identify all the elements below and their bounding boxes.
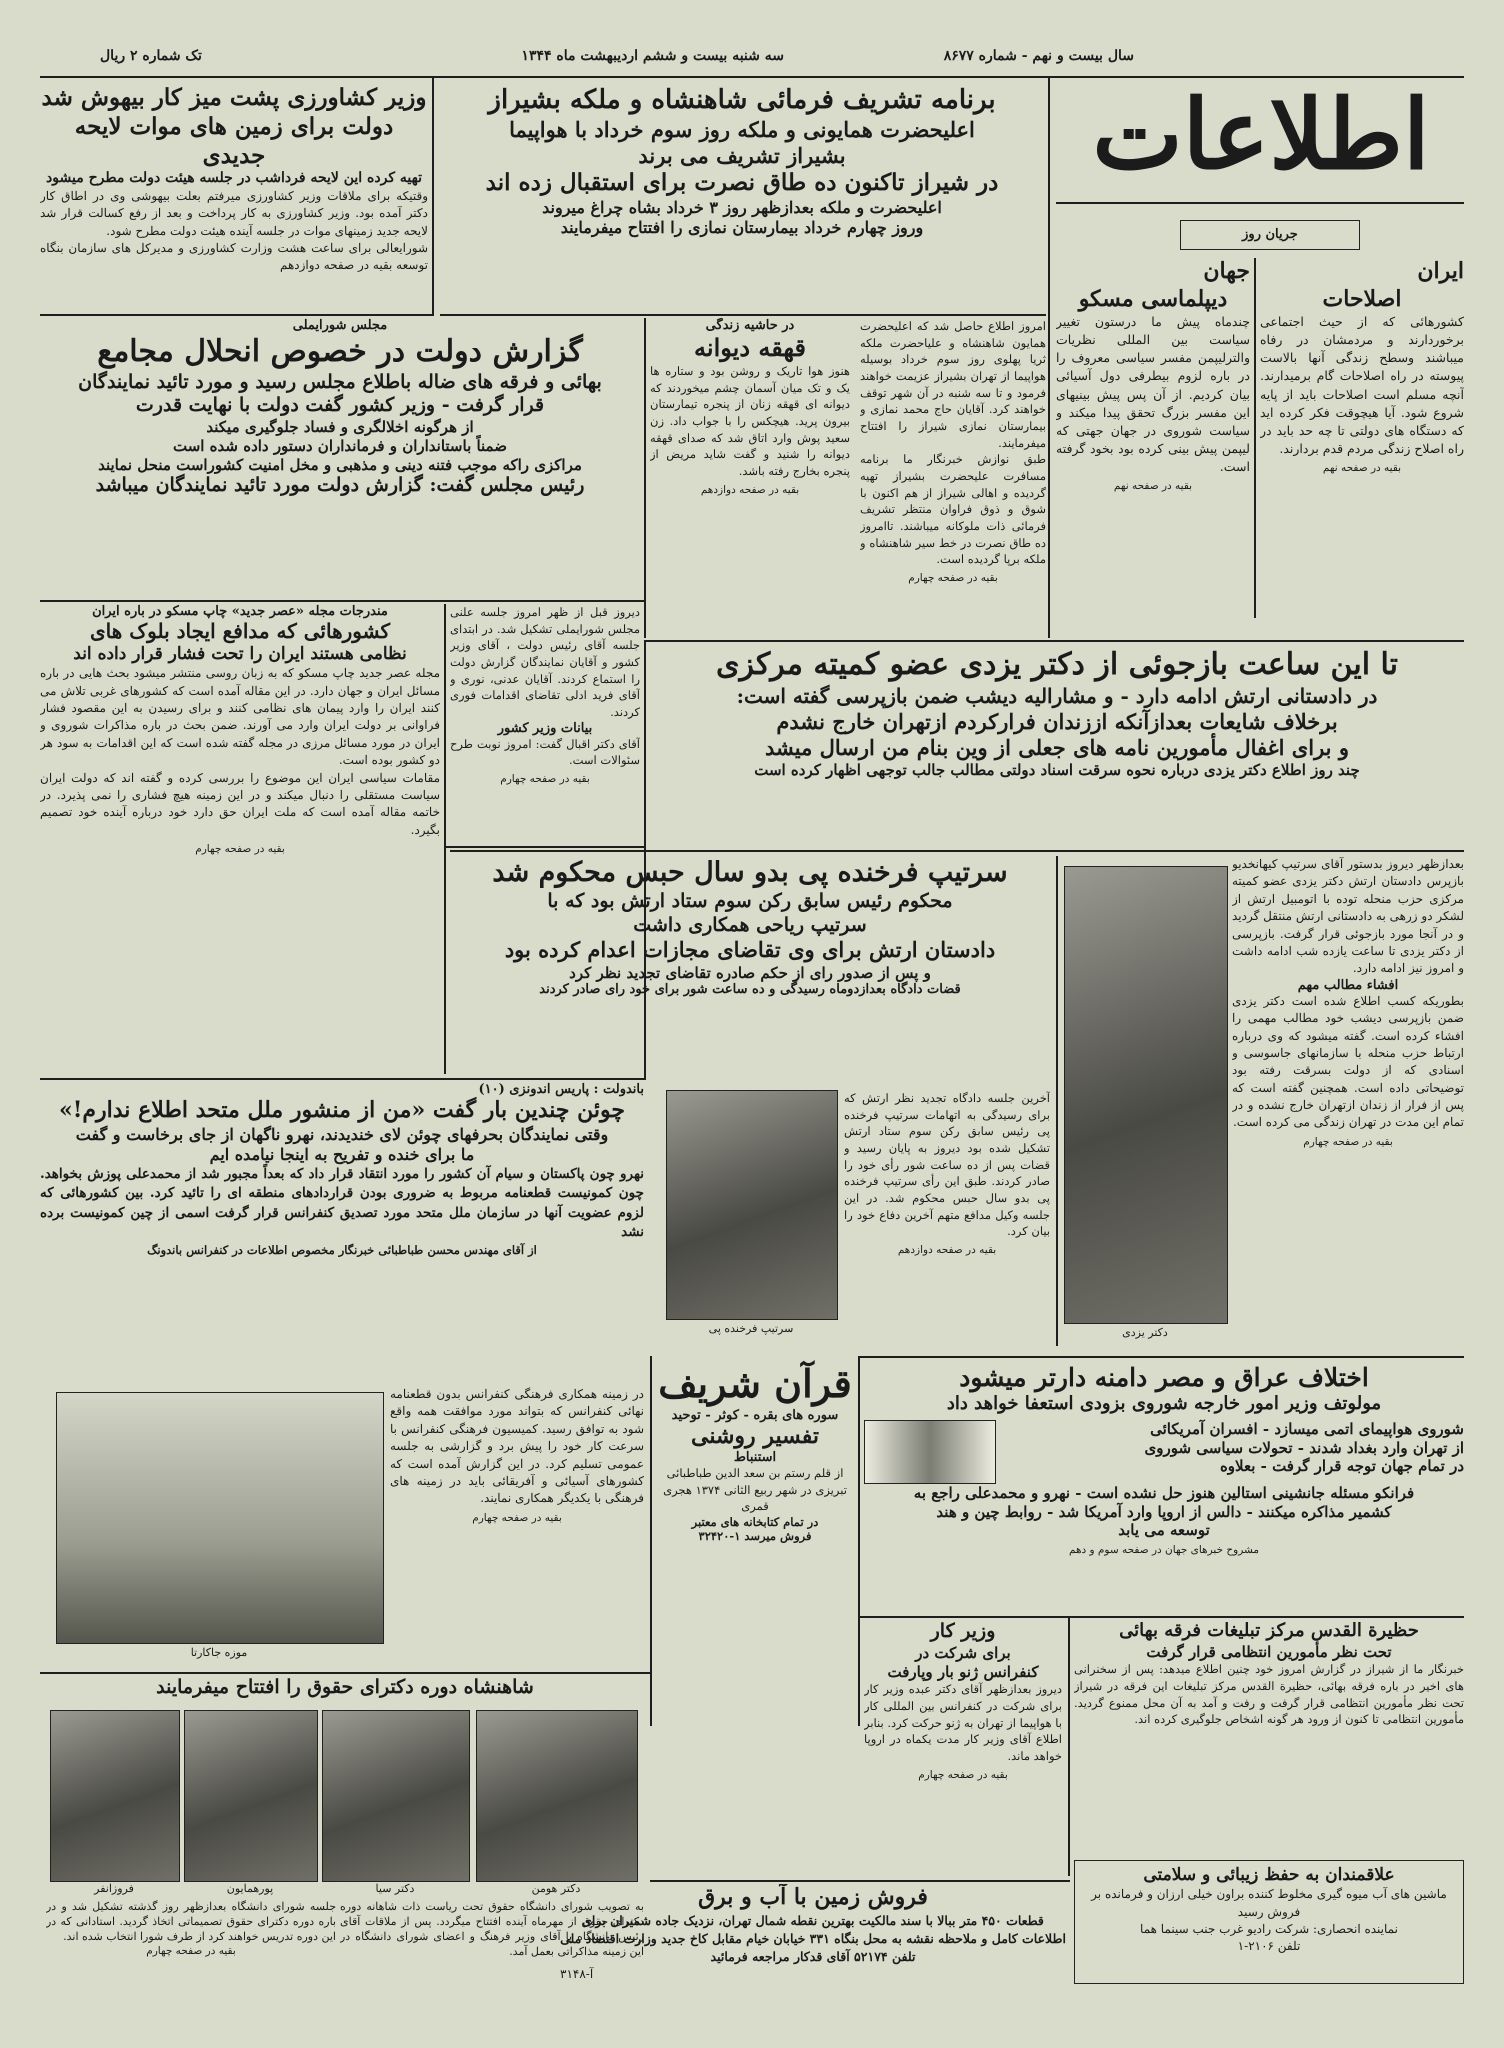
iraq-egypt-article	[864, 1362, 1464, 1612]
portrait-photo-3	[184, 1710, 318, 1882]
col-divider	[1068, 1616, 1070, 1876]
gov-report-line3: قرار گرفت - وزیر کشور گفت دولت با نهایت قدرت	[135, 394, 545, 417]
quran-body: از قلم رستم بن سعد الدین طباطبائی تبریزی در شهر ربیع الثانی ۱۳۷۴ هجری قمری	[663, 1466, 847, 1514]
col-divider	[650, 1356, 652, 1726]
agriculture-line3: تهیه کرده این لایحه فرداشب در جلسه هیئت دولت مطرح میشود	[46, 170, 422, 187]
majlis-session-article	[450, 604, 640, 844]
portrait-photo-2	[322, 1710, 470, 1882]
rule	[450, 850, 1464, 852]
labor-headline: وزیر کار	[930, 1620, 996, 1642]
iran-body: کشورهائی که از حیث اجتماعی برخوردارند و مردمشان در رفاه میباشند وسطح زندگی آنها بالاست پیوسته در راه اصلاحات گام برمیدارند. آنچه مسلم است اصلاحات باید از پایه شروع شود. آیا هیچوقت فکر کرده اید که دستگاه های دولتی تا چه حد باید در راه اصلاح زندگی مردم قدم بردارند.	[1260, 314, 1464, 456]
law-headline: شاهنشاه دوره دکترای حقوق را افتتاح میفرمایند	[156, 1676, 534, 1698]
yazdi-line2: در دادستانی ارتش ادامه دارد - و مشارالیه دیشب ضمن بازپرسی گفته است:	[736, 683, 1378, 708]
asr-jadid-headline: کشورهائی که مدافع ایجاد بلوک های	[89, 619, 390, 643]
agriculture-body2: شورایعالی برای ساعت هشت وزارت کشاورزی و مدیرکل های سازمان بنگاه توسعه بقیه در صفحه دوازدهم	[40, 240, 428, 273]
labor-minister-article	[864, 1620, 1062, 1900]
portrait-caption-2: دکتر سیا	[375, 1882, 415, 1895]
majlis-session-more: بقیه در صفحه چهارم	[500, 773, 590, 786]
iran-headline: اصلاحات	[1322, 285, 1402, 312]
section-margin: در حاشیه زندگی	[705, 318, 795, 333]
chou-byline: از آقای مهندس محسن طباطبائی خبرنگار مخصوص اطلاعات در کنفرانس باندونگ	[147, 1242, 537, 1257]
masthead-logo: اطلاعات	[1092, 78, 1430, 191]
land-sale-body: قطعات ۴۵۰ متر ببالا با سند مالکیت بهترین نقطه شمال تهران، نزدیک جاده شمیران برای اطلاعات کامل و ملاحظه نقشه به محل بنگاه ۳۳۱ خیابان خیام مقابل کاخ جدید وزارت اقتصاد ملی تلفن ۵۲۱۷۴ آقای قدکار مراجعه فرمائید	[560, 1912, 1066, 1964]
col-divider	[1254, 258, 1256, 618]
law-body: به تصویب شورای دانشگاه حقوق تحت ریاست ذات شاهانه دوره دکترای حقوق از مهرماه آینده افتتاح میگردد. پس از ملاقات آقای رئیس دانشگاه با آقای وزیر فرهنگ و اعضای شورای دانشگاه در این زمینه مذاکراتی بعمل آمد.	[340, 1900, 644, 1958]
col-divider	[644, 318, 646, 638]
museum-photo-caption: موزه جاکارتا	[190, 1646, 248, 1659]
farkhandeh-line2: محکوم رئیس سابق رکن سوم ستاد ارتش بود که با	[547, 889, 953, 912]
asr-jadid-kicker: مندرجات مجله «عصر جدید» چاپ مسکو در باره ایران	[92, 604, 388, 619]
world-map-image	[864, 1420, 996, 1484]
asr-jadid-article	[40, 604, 440, 1074]
museum-photo	[56, 1392, 384, 1644]
iraq-egypt-line2: مولوتف وزیر امور خارجه شوروی بزودی استعفا خواهد داد	[946, 1393, 1382, 1415]
section-current-events: جریان روز	[1180, 220, 1360, 250]
yazdi-headline: تا این ساعت بازجوئی از دکتر یزدی عضو کمیته مرکزی	[715, 647, 1398, 682]
issue-date: سه شنبه بیست و ششم اردیبهشت ماه ۱۳۴۴	[521, 48, 784, 64]
iraq-egypt-line7: کشمیر مذاکره میکنند - دالس از اروپا وارد آمریکا شد - روابط چین و هند	[936, 1502, 1392, 1521]
royal-trip-line2: اعلیحضرت همایونی و ملکه روز سوم خرداد با هواپیما	[509, 116, 975, 142]
gov-report-line7: رئیس مجلس گفت: گزارش دولت مورد تائید نمایندگان میباشد	[95, 474, 585, 497]
royal-trip-line3: بشیراز تشریف می برند	[638, 142, 846, 168]
crazy-laugh-more: بقیه در صفحه دوازدهم	[700, 483, 800, 496]
yazdi-body-column	[1232, 856, 1464, 1346]
section-world: جهان	[1203, 258, 1250, 284]
rule	[650, 1880, 1070, 1882]
col-divider	[858, 1356, 860, 1726]
land-sale-ad	[560, 1884, 1066, 1994]
royal-trip-more: بقیه در صفحه چهارم	[908, 572, 998, 585]
world-more: بقیه در صفحه نهم	[1113, 480, 1193, 493]
section-correspondent: باندولت : پاریس اندونزی (۱۰)	[478, 1082, 644, 1097]
agriculture-body: وقتیکه برای ملاقات وزیر کشاورزی میرفتم بعلت بیهوشی وی در اطاق کار دکتر آمده بود. وزیر کشاورزی به کار پرداخت و بعد از رفع کسالت قرار شد لایحه جدید زمینهای موات در جلسه آینده هیئت دولت مطرح شود.	[40, 188, 428, 238]
section-majlis: مجلس شورایملی	[292, 318, 388, 333]
royal-trip-line4: در شیراز تاکنون ده طاق نصرت برای استقبال زده اند	[485, 169, 999, 196]
chou-more: بقیه در صفحه چهارم	[472, 1511, 562, 1524]
yazdi-subhead: افشاء مطالب مهم	[1297, 977, 1399, 993]
majlis-session-body2: آقای دکتر اقبال گفت: امروز نوبت طرح سئوالات است.	[450, 736, 640, 768]
royal-trip-line6: وروز چهارم خرداد بیمارستان نمازی را افتتاح میفرمایند	[560, 217, 924, 237]
beauty-headline: علاقمندان به حفظ زیبائی و سلامتی	[1143, 1865, 1395, 1885]
gov-report-line4: از هرگونه اخلالگری و فساد جلوگیری میکند	[206, 418, 474, 436]
farkhandeh-line6: قضات دادگاه بعدازدوماه رسیدگی و ده ساعت شور برای خود رای صادر کردند	[539, 982, 961, 998]
beauty-phone: تلفن ۲۱۰۶-۱	[1237, 1939, 1301, 1954]
rule	[40, 314, 434, 316]
beauty-body: ماشین های آب میوه گیری مخلوط کننده براون خیلی ارزان و فرمانده بر فروش رسید	[1091, 1887, 1447, 1919]
gov-report-headline: گزارش دولت در خصوص انحلال مجامع	[97, 334, 583, 369]
rule	[644, 640, 1464, 642]
rule	[40, 600, 644, 602]
iraq-egypt-line6: فرانکو مسئله جانشینی استالین هنوز حل نشده است - نهرو و محمدعلی راجع به	[913, 1483, 1415, 1502]
beauty-ad	[1074, 1860, 1464, 1984]
law-body2: جلسه شورای دانشگاه بعدازظهر روز گذشته تشکیل شد و در باره دوره دکترای حقوق تصمیماتی اتخاذ گردید. استادانی که در این دوره تدریس خواهند کرد از طرف شورا انتخاب شده اند.	[46, 1900, 336, 1943]
farkhandeh-line4: دادستان ارتش برای وی تقاضای مجازات اعدام کرده بود	[504, 937, 996, 963]
royal-trip-body-column	[860, 318, 1046, 638]
asr-jadid-more: بقیه در صفحه چهارم	[195, 843, 285, 856]
yazdi-photo	[1064, 866, 1228, 1324]
land-sale-headline: فروش زمین با آب و برق	[698, 1884, 928, 1910]
gov-report-line5: ضمناً باستانداران و فرمانداران دستور داده شده است	[173, 436, 507, 455]
asr-jadid-line2: نظامی هستند ایران را تحت فشار قرار داده اند	[73, 644, 407, 664]
crazy-laugh-headline: قهقه دیوانه	[694, 333, 806, 362]
royal-trip-body: امروز اطلاع حاصل شد که اعلیحضرت همایون شاهنشاه و علیاحضرت ملکه ثریا پهلوی روز سوم خرداد بوسیله هواپیما از تهران بشیراز عزیمت خواهند فرمود و تا سه شنبه در آن شهر توقف خواهند کرد. آقایان حاج محمد نمازی و بیمارستان نمازی شیراز را افتتاح میفرمایند.	[860, 319, 1046, 450]
farkhandeh-article	[450, 856, 1050, 1086]
majlis-session-subhead: بیانات وزیر کشور	[497, 720, 593, 736]
yazdi-photo-caption: دکتر یزدی	[1122, 1326, 1168, 1339]
gov-report-line6: مراکزی راکه موجب فتنه دینی و مذهبی و مخل امنیت کشوراست منحل نمایند	[98, 455, 582, 474]
issue-info: سال بیست و نهم - شماره ۸۶۷۷	[943, 48, 1134, 64]
rule	[444, 846, 644, 848]
bahai-center-article	[1074, 1620, 1464, 1850]
royal-trip-headline: برنامه تشریف فرمائی شاهنشاه و ملکه بشیراز	[488, 85, 996, 115]
labor-body: دیروز بعدازظهر آقای دکتر عبده وزیر کار برای شرکت در کنفرانس بین المللی کار با هواپیما از تهران به ژنو حرکت کرد. بنابر اطلاع آقای وزیر کار مدت یکماه در اروپا خواهد ماند.	[864, 1682, 1062, 1763]
labor-line3: کنفرانس ژنو بار وپارفت	[887, 1662, 1039, 1681]
law-more: بقیه در صفحه چهارم	[146, 1944, 236, 1957]
farkhandeh-body: آخرین جلسه دادگاه تجدید نظر ارتش که برای رسیدگی به اتهامات سرتیپ فرخنده پی رئیس سابق رکن سوم ستاد ارتش تشکیل شده بود دیروز به پایان رسید و قضات پس از ده ساعت شور رأی خود را صادر کردند. طبق این رأی سرتیپ فرخنده پی بدو سال حبس محکوم شد. در این جلسه وکیل مدافع متهم آخرین دفاع خود را بیان کرد.	[844, 1091, 1050, 1239]
col-divider	[432, 78, 434, 314]
farkhandeh-photo-caption: سرتیپ فرخنده پی	[708, 1322, 794, 1335]
chou-line4: نهرو چون پاکستان و سیام آن کشور را مورد انتقاد قرار داد که بعداً مجبور شد از محمدعلی پوزش بخواهد. چون کمونیست قطعنامه مربوط به ضروری بودن قراردادهای منطقه ای را تائید کرد. بین کشورهائی که لزوم عضویت آنها در سازمان ملل متحد مورد تصدیق کنفرانس قرار گرفت اسمی از چین کمونیست برده نشد	[40, 1165, 644, 1241]
law-body-column-2	[46, 1900, 336, 1996]
yazdi-line4: و برای اغفال مأمورین نامه های جعلی از وین بنام من ارسال میشد	[765, 734, 1349, 760]
royal-trip-article	[440, 84, 1044, 310]
col-divider	[1048, 78, 1050, 638]
rule	[858, 1356, 1464, 1358]
quran-author: استنباط	[733, 1450, 777, 1465]
yazdi-more: بقیه در صفحه چهارم	[1303, 1135, 1393, 1148]
bahai-line2: تحت نظر مأمورین انتظامی قرار گرفت	[1146, 1642, 1392, 1661]
asr-jadid-body2: مقامات سیاسی ایران این موضوع را بررسی کرده و گفته اند که دولت ایران سیاست مستقلی را دنبال میکند و در این زمینه هیچ فشاری را نمی پذیرد. در خاتمه مقاله آمده است که ملت ایران حق دارد خود درباره آینده خود تصمیم بگیرد.	[40, 770, 440, 837]
top-info-strip	[40, 48, 1464, 72]
labor-line2: برای شرکت در	[915, 1643, 1011, 1662]
land-sale-ref: آ-۳۱۴۸	[560, 1966, 594, 1981]
rule	[40, 1078, 646, 1080]
royal-trip-body2: طبق نوازش خبرنگار ما برنامه مسافرت علیحضرت بشیراز تهیه گردیده و اهالی شیراز از هم اکنون با شوق و ذوق فراوان منتظر تشریف فرمائی ذات ملوکانه میباشند. تاامروز ده طاق نصرت در خط سیر شاهنشاه و ملکه برپا گردیده است.	[860, 452, 1046, 567]
royal-trip-line5: اعلیحضرت و ملکه بعدازظهر روز ۳ خرداد بشاه چراغ میروند	[542, 197, 942, 217]
iran-column	[1260, 258, 1464, 618]
quran-subtitle2: تفسیر روشنی	[691, 1422, 819, 1449]
beauty-agent: نماینده انحصاری: شرکت رادیو غرب جنب سینما هما	[1140, 1922, 1398, 1937]
agriculture-line2: دولت برای زمین های موات لایحه جدیدی	[74, 112, 394, 169]
crazy-laugh-body: هنوز هوا تاریک و روشن بود و ستاره ها یک و تک میان آسمان چشم میخوردند که دیوانه ای قهقه زنان از پنجره تیمارستان بیرون پرید. هیچکس را با جواب داد. زن سعید پوش وارد اتاق شد که صدای قهقه دیوانه را شنید و گفت شاید مریض از پنجره بخارج رفته باشد.	[650, 364, 850, 479]
col-divider	[444, 604, 446, 1074]
rule	[40, 1672, 650, 1674]
labor-more: بقیه در صفحه چهارم	[918, 1768, 1008, 1781]
col-divider	[1056, 856, 1058, 1346]
margin-column	[650, 318, 1046, 638]
portrait-photo-1	[476, 1710, 638, 1882]
world-column	[1056, 258, 1250, 618]
chou-body-column	[390, 1386, 644, 1666]
portrait-caption-1: دکتر هومن	[531, 1882, 581, 1895]
farkhandeh-body-column	[844, 1090, 1050, 1346]
iraq-egypt-more: مشروح خبرهای جهان در صفحه سوم و دهم	[1068, 1544, 1260, 1556]
portrait-caption-3: پورهمایون	[226, 1882, 274, 1895]
masthead-rule	[1056, 202, 1464, 204]
quran-subtitle: سوره های بقره - کوثر - توحید	[671, 1407, 839, 1423]
world-body: چندماه پیش ما درستون تغییر سیاست بین المللی نظریات والترلیپمن مفسر سیاسی معروف را در باره لزوم بیطرفی دول آسیائی بیان کردیم. از آن پس پیش بینیهای این مفسر بزرگ تحقق پیدا میکند و سیاست شوروی در جهان جهتی که لیپمن پیش بینی کرده بود بخود گرفته است.	[1056, 314, 1250, 474]
yazdi-headline-block	[650, 646, 1464, 846]
farkhandeh-line3: سرتیپ ریاحی همکاری داشت	[633, 913, 867, 936]
iraq-egypt-line5: در تمام جهان توجه قرار گرفت - بعلاوه	[1219, 1457, 1464, 1476]
majlis-session-body: دیروز قبل از ظهر امروز جلسه علنی مجلس شورایملی تشکیل شد. در ابتدای جلسه آقای رئیس دولت ، آقای وزیر کشور و آقایان نمایندگان گزارش دولت را استماع کردند. آقایان عدنی، نوری و آقای فرید ادلی تقاضای اقدامات فوری کردند.	[450, 605, 640, 720]
farkhandeh-headline: سرتیپ فرخنده پی بدو سال حبس محکوم شد	[492, 857, 1008, 888]
yazdi-line5: چند روز اطلاع دکتر یزدی درباره نحوه سرقت اسناد دولتی مطالب جالب توجهی اظهار کرده است	[754, 761, 1360, 779]
iraq-egypt-line3: شوروی هواپیمای اتمی میسازد - افسران آمریکائی	[1150, 1419, 1464, 1438]
farkhandeh-more: بقیه در صفحه دوازدهم	[897, 1244, 997, 1257]
agriculture-headline: وزیر کشاورزی پشت میز کار بیهوش شد	[41, 84, 427, 111]
issue-price: تک شماره ۲ ریال	[100, 48, 202, 64]
bahai-headline: حظیرة القدس مرکز تبلیغات فرقه بهائی	[1119, 1620, 1419, 1641]
iraq-egypt-line4: از تهران وارد بغداد شدند - تحولات سیاسی شوروی	[1144, 1438, 1464, 1457]
quran-title: قرآن شریف	[658, 1361, 852, 1406]
portrait-photo-4	[50, 1710, 180, 1882]
agriculture-article	[40, 84, 428, 310]
chou-enlai-article	[40, 1082, 644, 1382]
government-report-article	[40, 318, 640, 600]
yazdi-body: بعدازظهر دیروز بدستور آقای سرتیپ کیهانخدیو بازپرس دادستان ارتش دکتر یزدی عضو کمیته مرکزی حزب منحله توده با اتومبیل ارتش از لشکر دو زرهی به دادستانی ارتش منتقل گردید و در آنجا مورد بازجوئی قرار گرفت. بازپرسی از دکتر یزدی تا ساعت یازده شب ادامه داشت و امروز نیز ادامه دارد.	[1232, 857, 1464, 976]
portrait-caption-4: فروزانفر	[94, 1882, 134, 1895]
gov-report-line2: بهائی و فرقه های ضاله باطلاع مجلس رسید و مورد تائید نمایندگان	[78, 370, 602, 393]
farkhandeh-line5: و پس از صدور رای از حکم صادره تقاضای تجدید نظر کرد	[569, 963, 931, 982]
iraq-egypt-line8: توسعه می یابد	[1118, 1521, 1210, 1540]
farkhandeh-photo	[666, 1090, 838, 1320]
quran-phone: فروش میرسد ۱-۳۲۴۲۰	[698, 1529, 812, 1544]
yazdi-line3: برخلاف شایعات بعدازآنکه اززندان فرارکردم ازتهران خارج نشدم	[776, 708, 1338, 734]
yazdi-body2: بطوریکه کسب اطلاع شده است دکتر یزدی ضمن بازپرسی دیشب خود مطالب مهمی را افشاء کرده است. گفته میشود که وی درباره ارتباط حزب منحله با سازمانهای جاسوسی و اسنادی که از دولت بسرقت رفته بود توضیحاتی داده است. همچنین گفته است که پس از فرار از زندان ازتهران خارج نشده و در تمام این مدت در تهران زندگی می کرده است.	[1232, 993, 1464, 1130]
chou-line2: وقتی نمایندگان بحرفهای چوئن لای خندیدند، نهرو ناگهان از جای برخاست و گفت	[75, 1124, 609, 1144]
crazy-laugh-article	[650, 318, 850, 638]
rule	[858, 1616, 1464, 1618]
asr-jadid-body: مجله عصر جدید چاپ مسکو که به زبان روسی منتشر میشود بحث هایی در باره مسائل ایران و جهان دارد. در این مقاله آمده است که کشورهای غربی تلاش می کنند ایران را وارد پیمان های نظامی کنند و برای رسیدن به این مقصود فشار فراوانی بر دولت ایران وارد می آورند. ضمن بحث در باره مذاکرات شوروی و ایران در مورد مسائل مرزی در مجله گفته شده است که این اقدامات به سود هر دو کشور بوده است.	[40, 666, 440, 768]
quran-ad	[656, 1360, 854, 1720]
iran-more: بقیه در صفحه نهم	[1322, 462, 1402, 474]
quran-sale: در تمام کتابخانه های معتبر	[691, 1515, 819, 1530]
iraq-egypt-headline: اختلاف عراق و مصر دامنه دارتر میشود	[959, 1363, 1369, 1392]
chou-body: در زمینه همکاری فرهنگی کنفرانس بدون قطعنامه نهائی کنفرانس که بتواند مورد موافقت همه واقع شود به توافق رسید. کمیسیون فرهنگی کنفرانس با سرعت کار خود را پیش برد و گزارشی به جلسه عمومی تسلیم کرد. در این گزارش آمده است که کشورهای آسیائی و آفریقائی باید در زمینه های فرهنگی با یکدیگر همکاری نمایند.	[390, 1387, 644, 1506]
chou-headline: چوئن چندین بار گفت «من از منشور ملل متحد اطلاع ندارم!»	[58, 1097, 625, 1123]
section-iran: ایران	[1417, 258, 1464, 284]
bahai-body: خبرنگار ما از شیراز در گزارش امروز خود چنین اطلاع میدهد: پس از سخنرانی های اخیر در باره فرقه بهائی، حظیرة القدس مرکز تبلیغات این فرقه در شیراز تحت نظر مأمورین انتظامی قرار گرفت و رفت و آمد به آن محل ممنوع گردید. مأمورین انتظامی تا کنون از ورود هر گونه اشخاص جلوگیری کرده اند.	[1074, 1662, 1464, 1727]
chou-line3: ما برای خنده و تفریح به اینجا نیامده ایم	[209, 1144, 475, 1164]
rule	[440, 314, 1046, 316]
world-headline: دیپلماسی مسکو	[1078, 285, 1228, 312]
